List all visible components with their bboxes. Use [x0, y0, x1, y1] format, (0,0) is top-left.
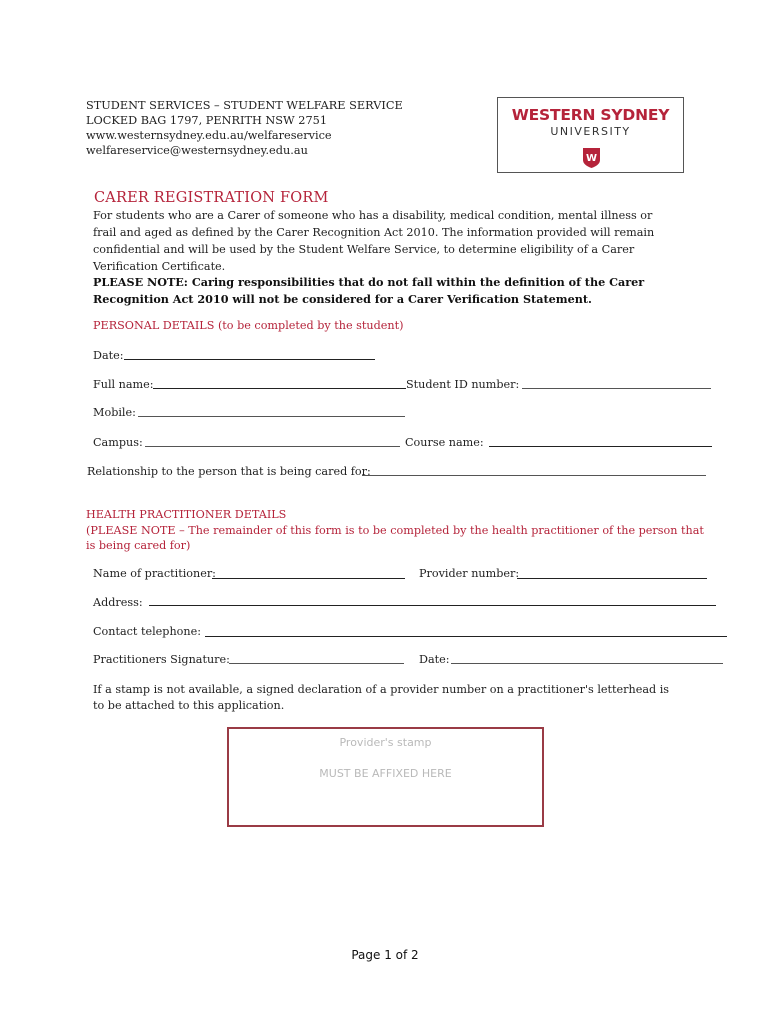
practitioner-date-label: Date: [419, 653, 450, 666]
stamp-line-1: Provider's stamp [339, 736, 432, 749]
address-field[interactable] [149, 605, 716, 606]
stamp-instruction: If a stamp is not available, a signed declaration of a provider number on a practitioner's letterhead is to be attached to this application. [93, 683, 670, 712]
practitioner-date-field[interactable] [451, 663, 723, 664]
provider-number-field[interactable] [517, 578, 707, 579]
relationship-label: Relationship to the person that is being cared for: [87, 465, 371, 478]
stamp-line-2: MUST BE AFFIXED HERE [319, 767, 452, 780]
course-name-field[interactable] [489, 446, 712, 447]
practitioner-name-label: Name of practitioner: [93, 567, 216, 580]
university-shield-icon [583, 148, 600, 168]
header-line-service: STUDENT SERVICES – STUDENT WELFARE SERVICE [86, 99, 403, 112]
mobile-field[interactable] [138, 416, 405, 417]
signature-label: Practitioners Signature: [93, 653, 230, 666]
header-line-website: www.westernsydney.edu.au/welfareservice [86, 129, 332, 142]
logo-wordmark-top: WESTERN SYDNEY [511, 106, 670, 124]
form-title: CARER REGISTRATION FORM [94, 190, 329, 206]
personal-details-heading: PERSONAL DETAILS (to be completed by the student) [93, 319, 404, 332]
provider-number-label: Provider number: [419, 567, 520, 580]
full-name-field[interactable] [153, 388, 406, 389]
header-address [86, 98, 403, 158]
signature-field[interactable] [229, 663, 404, 664]
header-line-email: welfareservice@westernsydney.edu.au [86, 144, 308, 157]
practitioner-name-field[interactable] [212, 578, 405, 579]
shield-letter: W [585, 153, 598, 164]
personal-date-label: Date: [93, 349, 124, 362]
logo-wordmark-bottom: UNIVERSITY [550, 125, 631, 138]
personal-date-field[interactable] [124, 359, 375, 360]
student-id-label: Student ID number: [406, 378, 520, 391]
full-name-label: Full name: [93, 378, 154, 391]
campus-field[interactable] [145, 446, 400, 447]
form-note: PLEASE NOTE: Caring responsibilities that do not fall within the definition of the Carer Recognition Act 2010 will not be considered for a Carer Verification Statement. [93, 275, 645, 306]
relationship-field[interactable] [362, 475, 706, 476]
header-line-address: LOCKED BAG 1797, PENRITH NSW 2751 [86, 114, 328, 127]
address-label: Address: [93, 596, 143, 609]
health-details-heading: HEALTH PRACTITIONER DETAILS [86, 508, 287, 521]
student-id-field[interactable] [522, 388, 711, 389]
mobile-label: Mobile: [93, 406, 136, 419]
contact-telephone-field[interactable] [205, 636, 727, 637]
campus-label: Campus: [93, 436, 143, 449]
health-details-subheading: (PLEASE NOTE – The remainder of this form is to be completed by the health practitioner of the person that is being cared for) [86, 524, 704, 552]
university-logo [497, 97, 684, 173]
provider-stamp-box [227, 727, 544, 827]
form-intro: For students who are a Carer of someone who has a disability, medical condition, mental illness or frail and aged as defined by the Carer Recognition Act 2010. The information provided will remain confidential and will be used by the Student Welfare Service, to determine eligibility of a Carer Verification Certificate. [93, 209, 655, 273]
contact-telephone-label: Contact telephone: [93, 625, 201, 638]
page-number: Page 1 of 2 [351, 948, 419, 962]
course-name-label: Course name: [405, 436, 484, 449]
